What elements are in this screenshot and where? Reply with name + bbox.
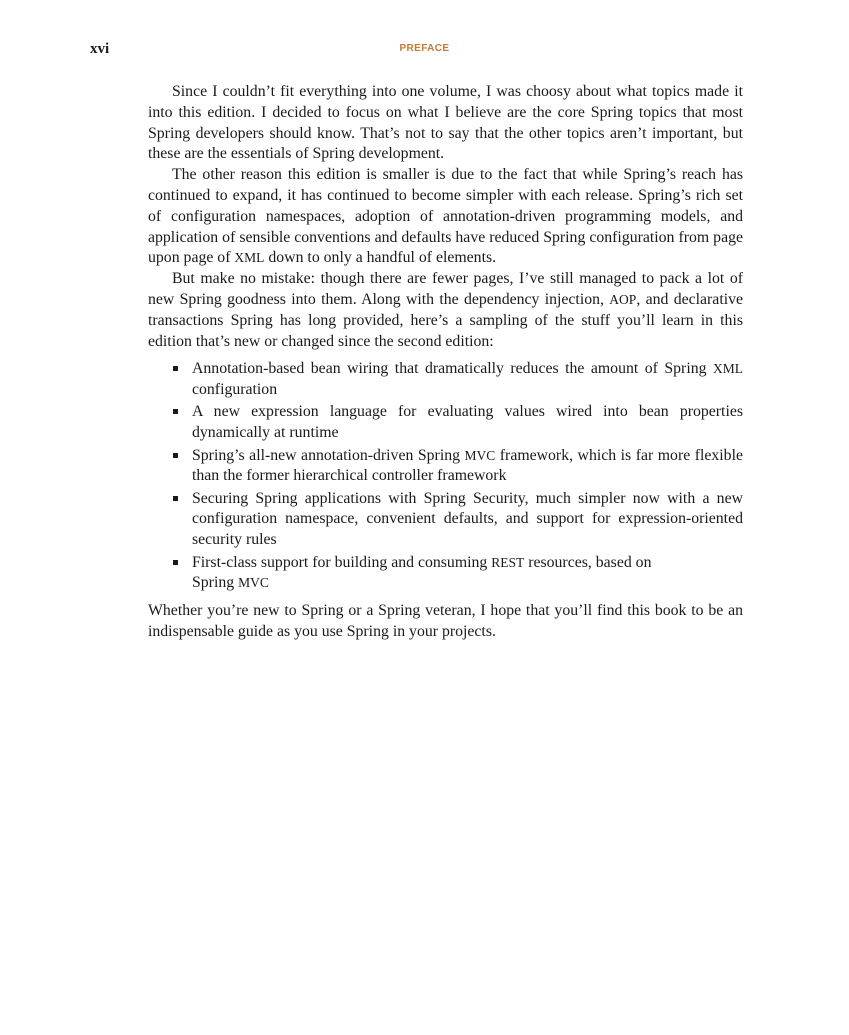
list-item-text: A new expression language for evaluating values wired into bean properties dynamically at runtime	[192, 403, 743, 442]
acronym-aop: AOP	[609, 291, 637, 307]
list-item-text: Securing Spring applications with Spring Security, much simpler now with a new configuration namespace, convenient defaults, and support for expression-oriented security rules	[192, 489, 743, 549]
closing-paragraph: Whether you’re new to Spring or a Spring veteran, I hope that you’ll find this book to be an indispensable guide as you use Spring in your projects.	[148, 602, 743, 640]
bullet-square-icon	[173, 366, 178, 371]
list-item-text: resources, based on	[524, 553, 652, 571]
list-item-text: framework, which is far more flexible than the former hierarchical controller framework	[192, 446, 743, 485]
feature-list	[148, 359, 743, 594]
running-head: PREFACE	[399, 43, 450, 54]
acronym-xml: XML	[713, 361, 743, 377]
list-item-text: Spring	[192, 574, 239, 592]
list-item-text: First-class support for building and consuming	[192, 553, 492, 571]
acronym-mvc: MVC	[464, 447, 496, 463]
paragraph-3-part-a: But make no mistake: though there are fewer pages, I’ve still managed to pack a lot of new Spring goodness into them. Along with the dependency injection,	[148, 270, 743, 308]
list-item-text: configuration	[192, 381, 278, 399]
list-item-text: Annotation-based bean wiring that dramatically reduces the amount of Spring	[192, 360, 713, 378]
paragraph-3	[148, 269, 743, 352]
bullet-square-icon	[173, 453, 178, 458]
acronym-rest: REST	[491, 554, 525, 570]
paragraph-2-part-b: down to only a handful of elements.	[264, 249, 497, 267]
bullet-square-icon	[173, 496, 178, 501]
paragraph-3-part-b: , and declarative transactions Spring has long provided, here’s a sampling of the stuff you’ll learn in this edition that’s new or changed since the second edition:	[148, 290, 744, 350]
list-item	[172, 446, 743, 488]
bullet-square-icon	[173, 560, 178, 565]
list-item	[172, 359, 743, 401]
list-item	[172, 402, 743, 444]
list-item	[172, 553, 743, 595]
paragraph-2-part-a: The other reason this edition is smaller is due to the fact that while Spring’s reach has continued to expand, it has continued to become simpler with each release. Spring’s rich set of configuration namespaces, adoption of annotation-driven programming models, and application of sensible conventions and defaults have reduced Spring configuration from page upon page of	[148, 166, 743, 267]
body-text	[148, 82, 743, 643]
acronym-mvc: MVC	[238, 575, 269, 591]
bullet-square-icon	[173, 409, 178, 414]
list-item	[172, 489, 743, 551]
page-number: xvi	[90, 41, 110, 57]
acronym-xml: XML	[234, 250, 265, 266]
list-item-text: Spring’s all-new annotation-driven Spring	[192, 446, 465, 464]
paragraph-1: Since I couldn’t fit everything into one volume, I was choosy about what topics made it into this edition. I decided to focus on what I believe are the core Spring topics that most Spring developers should know. That’s not to say that the other topics aren’t important, but these are the essentials of Spring development.	[148, 83, 743, 163]
paragraph-2	[148, 165, 743, 269]
